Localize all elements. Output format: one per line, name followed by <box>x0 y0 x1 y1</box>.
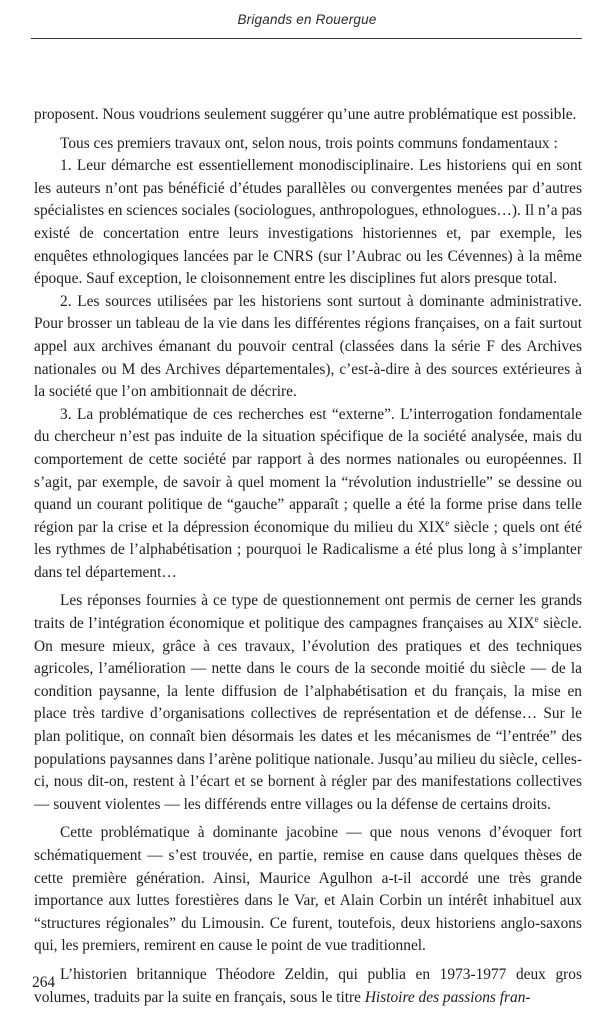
text-segment: siècle. On mesure mieux, grâce à ces travaux, l’évolution des pratiques et des techniques agricoles, l’amélioration — nette dans le cours de la seconde moitié du siècle — de la condition paysanne, la lente diffusion de l’alphabétisation et du français, la mise en place très tardive d’organisations collectives de représentation et de défense… Sur le plan politique, on connaît bien désormais les dates et les mécanismes de “l’entrée” des populations paysannes dans l’arène politique nationale. Jusqu’au milieu du siècle, celles-ci, nous dit-on, restent à l’écart et se bornent à régler par des manifestations collectives — souvent violentes — les différends entre villages ou la défense de certains droits. <box>34 615 582 813</box>
text-segment: Les réponses fournies à ce type de questionnement ont permis de cerner les grands traits de l’intégration économique et politique des campagnes françaises au XIX <box>34 592 582 633</box>
superscript: e <box>445 517 450 528</box>
book-title: Histoire des passions fran- <box>364 988 531 1006</box>
paragraph-continuation: proposent. Nous voudrions seulement suggérer qu’une autre problématique est possible. <box>34 106 577 123</box>
paragraph-responses <box>34 590 582 816</box>
text-segment: L’historien britannique Théodore Zeldin, qui publia en 1973-1977 deux gros volumes, traduits par la suite en français, sous le titre <box>34 965 582 1006</box>
text-segment: siècle ; quels ont été les rythmes de l’alphabétisation ; pourquoi le Radicalisme a été plus long à s’implanter dans tel département… <box>34 518 582 581</box>
text-segment: 3. La problématique de ces recherches est “externe”. L’interrogation fondamentale du chercheur n’est pas induite de la situation spécifique de la société analysée, mais du comportement de cette société par rapport à des normes nationales ou européennes. Il s’agit, par exemple, de savoir à quel moment la “révolution industrielle” se dessine ou quand un courant politique de “gauche” apparaît ; quelle a été la forme prise dans telle région par la crise et la dépression économique du milieu du XIX <box>34 405 582 536</box>
paragraph-point-1: 1. Leur démarche est essentiellement monodisciplinaire. Les historiens qui en sont les auteurs n’ont pas bénéficié d’études parallèles ou convergentes menées par d’autres spécialistes en sciences sociales (sociologues, anthropologues, ethnologues…). Il n’a pas existé de concertation entre leurs investigations historiennes et, par exemple, les enquêtes ethnologiques lancées par le CNRS (sur l’Aubrac ou les Cévennes) à la même époque. Sauf exception, le cloisonnement entre les disciplines fut alors presque total. <box>34 157 582 288</box>
superscript: e <box>534 613 539 624</box>
paragraph-point-2: 2. Les sources utilisées par les historiens sont surtout à dominante administrative. Pour brosser un tableau de la vie dans les différentes régions françaises, on a fait surtout appel aux archives émanant du pouvoir central (classées dans la série F des Archives nationales ou M des Archives départementales), c’est-à-dire à des sources extérieures à la société que l’on ambitionnait de décrire. <box>34 292 582 401</box>
page-number: 264 <box>32 974 56 991</box>
header-rule-divider <box>31 38 582 39</box>
paragraph-zeldin <box>34 964 582 1009</box>
paragraph-jacobin-problematic: Cette problématique à dominante jacobine — que nous venons d’évoquer fort schématiquement — s’est trouvée, en partie, remise en cause dans quelques thèses de cette première génération. Ainsi, Maurice Agulhon a-t-il accordé une très grande importance aux luttes forestières dans le Var, et Alain Corbin un intérêt inhabituel aux “structures régionales” du Limousin. Ce furent, toutefois, deux historiens anglo-saxons qui, les premiers, remirent en cause le point de vue traditionnel. <box>34 824 582 955</box>
paragraph-point-3 <box>34 404 582 585</box>
running-title: Brigands en Rouergue <box>237 12 377 27</box>
body-text <box>34 104 582 1009</box>
paragraph-common-points-intro: Tous ces premiers travaux ont, selon nous, trois points communs fondamentaux : <box>60 134 558 152</box>
